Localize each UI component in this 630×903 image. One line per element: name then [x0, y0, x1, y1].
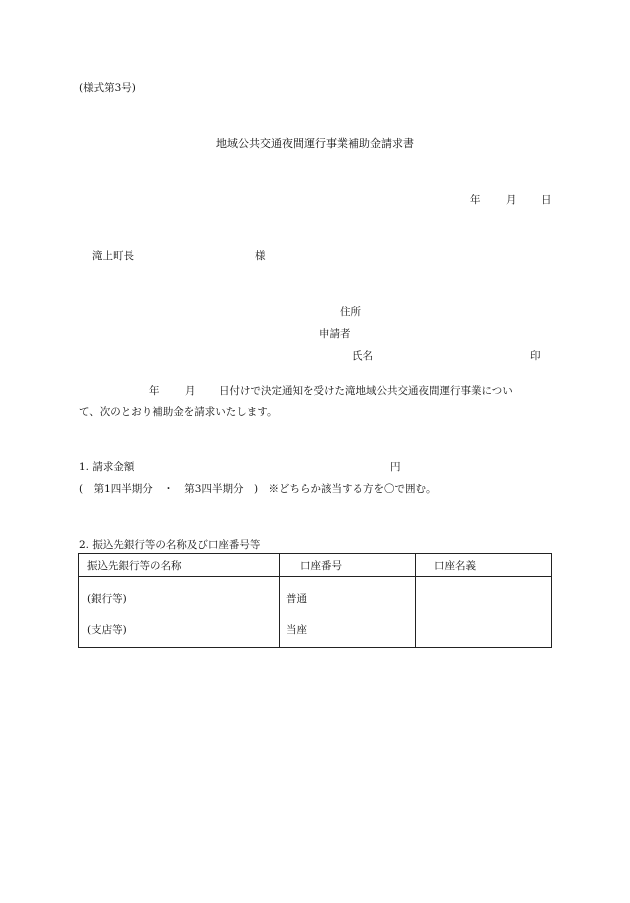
table-header-bank-name: 振込先銀行等の名称	[87, 560, 182, 572]
name-label: 氏名	[352, 350, 373, 362]
table-column-divider	[415, 554, 416, 647]
amount-heading: 1. 請求金額	[79, 461, 135, 473]
bank-label: (銀行等)	[87, 593, 127, 605]
bank-account-table	[78, 553, 552, 648]
table-header-account-number: 口座番号	[300, 560, 342, 572]
document-title: 地域公共交通夜間運行事業補助金請求書	[216, 137, 414, 150]
addressee-honorific: 様	[255, 250, 266, 262]
table-column-divider	[279, 554, 280, 647]
bank-section-heading: 2. 振込先銀行等の名称及び口座番号等	[79, 539, 261, 551]
amount-unit: 円	[390, 461, 401, 473]
body-year-label: 年	[149, 385, 160, 397]
date-day-label: 日	[541, 194, 552, 206]
date-month-label: 月	[506, 194, 517, 206]
seal-label: 印	[530, 350, 541, 362]
address-label: 住所	[340, 306, 361, 318]
table-header-divider	[79, 576, 551, 577]
account-type-ordinary: 普通	[286, 593, 307, 605]
branch-label: (支店等)	[87, 624, 127, 636]
account-type-current: 当座	[286, 624, 307, 636]
form-number: (様式第3号)	[79, 82, 136, 94]
body-line1-text: 日付けで決定通知を受けた滝地域公共交通夜間運行事業につい	[219, 385, 513, 397]
body-month-label: 月	[185, 385, 196, 397]
applicant-label: 申請者	[319, 328, 351, 340]
table-header-account-holder: 口座名義	[434, 560, 476, 572]
addressee-name: 滝上町長	[92, 250, 134, 262]
date-year-label: 年	[470, 194, 481, 206]
quarter-selection-line: ( 第1四半期分 ・ 第3四半期分 ) ※どちらか該当する方を〇で囲む。	[79, 483, 437, 495]
body-text-line2: て、次のとおり補助金を請求いたします。	[79, 406, 278, 418]
